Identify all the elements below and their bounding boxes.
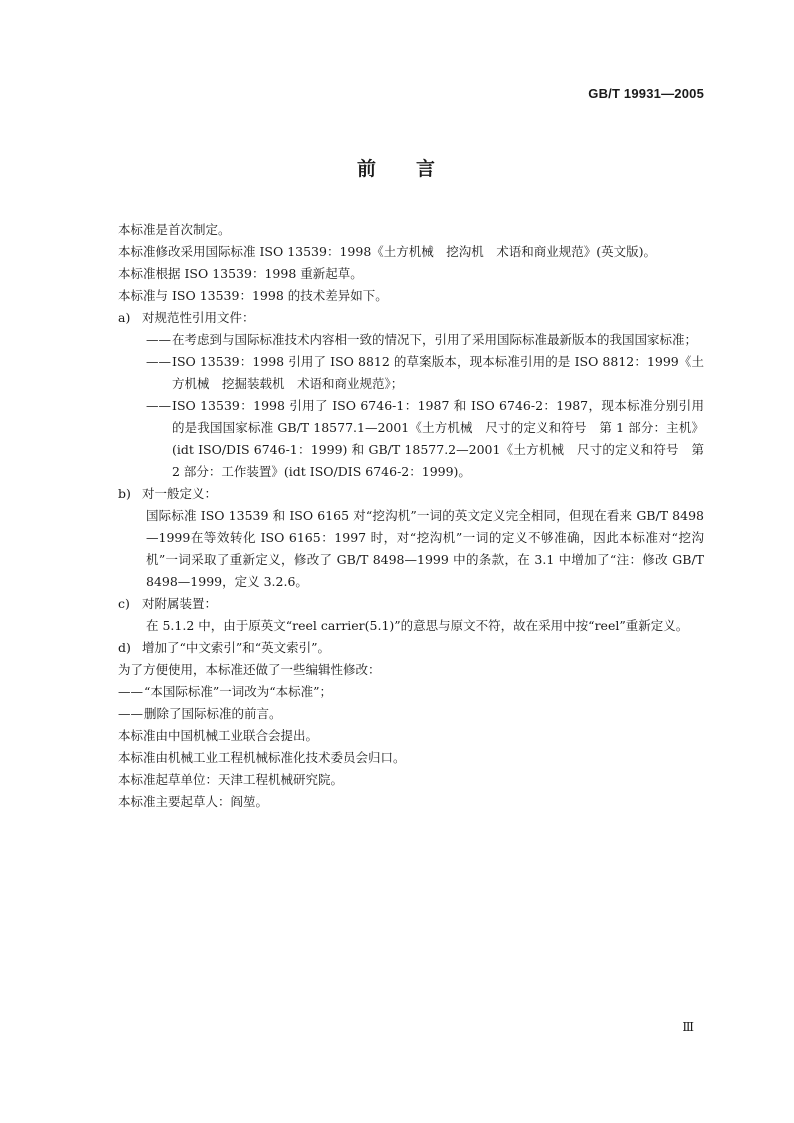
dash-item (118, 395, 704, 483)
intro-line: 本标准修改采用国际标准 ISO 13539：1998《土方机械 挖沟机 术语和商业规范》(英文版)。 (118, 244, 657, 259)
item-label: d) (118, 640, 131, 655)
closing-line: 本标准由中国机械工业联合会提出。 (118, 728, 319, 743)
editorial-lead: 为了方便使用，本标准还做了一些编辑性修改： (118, 662, 381, 677)
item-heading: 对一般定义： (142, 486, 218, 501)
item-heading: 增加了“中文索引”和“英文索引”。 (142, 640, 331, 655)
page-title (0, 154, 794, 181)
list-item-c (118, 593, 704, 615)
dash-text: ISO 13539：1998 引用了 ISO 6746-1：1987 和 ISO 6746-2：1987，现本标准分别引用的是我国国家标准 GB/T 18577.1—2001《土方机械 尺寸的定义和符号 第 1 部分：主机》(idt ISO/DIS 6746-1：1999) 和 GB/T 18577.2—2001《土方机械 尺寸的定义和符号 第 2 部分：工作装置》(idt ISO/DIS 6746-2：1999)。 (172, 398, 704, 479)
page-number: Ⅲ (682, 1020, 694, 1034)
intro-line: 本标准根据 ISO 13539：1998 重新起草。 (118, 266, 363, 281)
dash-mark: —— (118, 684, 143, 699)
item-heading: 对规范性引用文件： (142, 310, 255, 325)
closing-line: 本标准主要起草人：阎堃。 (118, 794, 269, 809)
dash-item (118, 703, 704, 725)
dash-item (118, 681, 704, 703)
dash-mark: —— (146, 332, 171, 347)
list-item-a (118, 307, 704, 329)
title-char-2: 言 (416, 158, 438, 180)
item-label: b) (118, 486, 131, 501)
dash-text: “本国际标准”一词改为“本标准”； (144, 684, 333, 699)
intro-line: 本标准是首次制定。 (118, 222, 231, 237)
title-char-1: 前 (356, 158, 378, 180)
dash-mark: —— (118, 706, 143, 721)
closing-line: 本标准起草单位：天津工程机械研究院。 (118, 772, 344, 787)
dash-mark: —— (146, 398, 171, 413)
item-text: 在 5.1.2 中，由于原英文“reel carrier(5.1)”的意思与原文不符，故在采用中按“reel”重新定义。 (146, 618, 689, 633)
dash-text: ISO 13539：1998 引用了 ISO 8812 的草案版本，现本标准引用的是 ISO 8812：1999《土方机械 挖掘装载机 术语和商业规范》； (172, 354, 704, 391)
item-label: a) (118, 310, 131, 325)
document-body (118, 219, 704, 813)
dash-mark: —— (146, 354, 171, 369)
dash-item (118, 329, 704, 351)
item-heading: 对附属装置： (142, 596, 218, 611)
list-item-d (118, 637, 704, 659)
dash-text: 删除了国际标准的前言。 (144, 706, 282, 721)
standard-code: GB/T 19931—2005 (588, 86, 704, 101)
list-item-b (118, 483, 704, 505)
closing-line: 本标准由机械工业工程机械标准化技术委员会归口。 (118, 750, 406, 765)
item-text: 国际标准 ISO 13539 和 ISO 6165 对“挖沟机”一词的英文定义完全相同，但现在看来 GB/T 8498—1999在等效转化 ISO 6165：1997 时，对“挖沟机”一词的定义不够准确，因此本标准对“挖沟机”一词采取了重新定义，修改了 GB/T 8498—1999 中的条款，在 3.1 中增加了“注：修改 GB/T 8498—1999，定义 3.2.6。 (146, 508, 704, 589)
item-label: c) (118, 596, 130, 611)
intro-line: 本标准与 ISO 13539：1998 的技术差异如下。 (118, 288, 388, 303)
dash-item (118, 351, 704, 395)
dash-text: 在考虑到与国际标准技术内容相一致的情况下，引用了采用国际标准最新版本的我国国家标准； (172, 332, 698, 347)
